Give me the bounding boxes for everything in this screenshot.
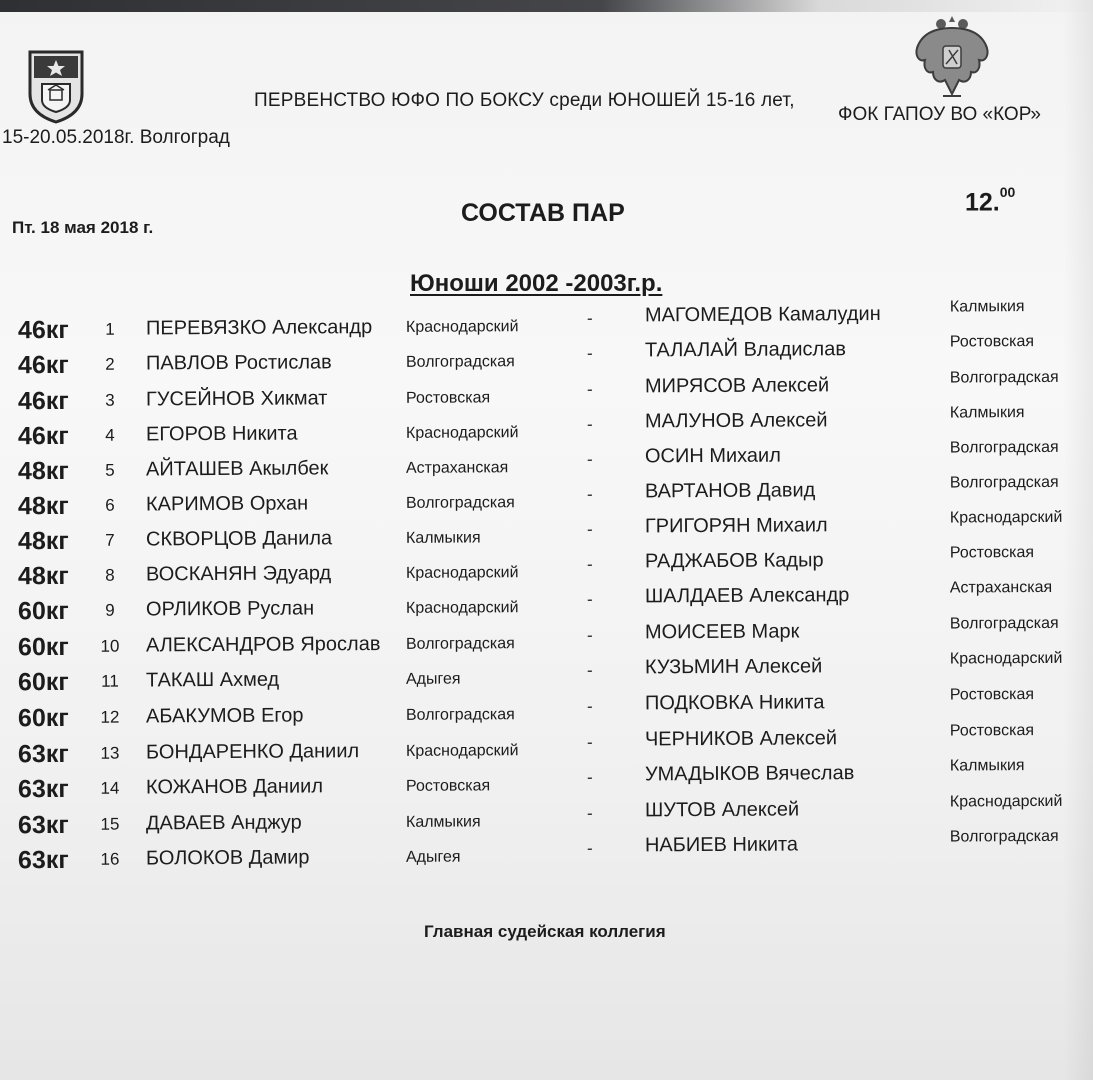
page-title: СОСТАВ ПАР xyxy=(461,199,625,227)
red-corner-region: Калмыкия xyxy=(405,529,481,547)
double-headed-eagle-icon xyxy=(913,14,991,100)
red-corner-region: Волгоградская xyxy=(405,353,515,371)
blue-corner-region: Краснодарский xyxy=(949,508,1063,527)
blue-corner-region: Краснодарский xyxy=(949,792,1063,811)
blue-corner-region: Краснодарский xyxy=(949,649,1063,668)
red-corner-boxer: ДАВАЕВ Анджур xyxy=(145,811,302,835)
weight-class: 46кг xyxy=(17,350,69,380)
versus-separator: - xyxy=(586,696,593,716)
weight-class: 48кг xyxy=(17,526,69,556)
blue-corner-boxer: ТАЛАЛАЙ Владислав xyxy=(644,338,847,362)
weight-class: 48кг xyxy=(17,456,69,486)
bout-number: 13 xyxy=(100,743,120,763)
blue-corner-boxer: МИРЯСОВ Алексей xyxy=(644,374,830,398)
weight-class: 48кг xyxy=(17,561,69,591)
blue-corner-boxer: НАБИЕВ Никита xyxy=(644,833,799,857)
blue-corner-region: Калмыкия xyxy=(949,757,1025,775)
blue-corner-region: Калмыкия xyxy=(949,298,1025,316)
blue-corner-boxer: КУЗЬМИН Алексей xyxy=(644,655,823,679)
red-corner-boxer: АЛЕКСАНДРОВ Ярослав xyxy=(145,633,381,657)
blue-corner-boxer: МАГОМЕДОВ Камалудин xyxy=(644,302,881,327)
versus-separator: - xyxy=(586,767,593,787)
blue-corner-boxer: МОИСЕЕВ Марк xyxy=(644,620,800,644)
blue-corner-boxer: ШАЛДАЕВ Александр xyxy=(644,584,850,608)
red-corner-boxer: АБАКУМОВ Егор xyxy=(145,704,304,728)
bout-number: 15 xyxy=(100,814,120,834)
table-row xyxy=(0,827,1093,883)
red-corner-region: Краснодарский xyxy=(405,424,519,442)
blue-corner-boxer: УМАДЫКОВ Вячеслав xyxy=(644,762,855,786)
bout-number: 14 xyxy=(100,778,120,798)
weight-class: 46кг xyxy=(17,421,69,451)
blue-corner-boxer: ШУТОВ Алексей xyxy=(644,798,800,822)
versus-separator: - xyxy=(586,660,593,680)
dates-location-label: 15-20.05.2018г. Волгоград xyxy=(2,127,230,148)
red-corner-boxer: КОЖАНОВ Даниил xyxy=(145,775,324,799)
blue-corner-boxer: ПОДКОВКА Никита xyxy=(644,691,825,715)
bout-number: 2 xyxy=(105,354,115,374)
versus-separator: - xyxy=(586,838,593,858)
blue-corner-region: Волгоградская xyxy=(949,438,1059,457)
red-corner-region: Волгоградская xyxy=(405,706,515,724)
red-corner-region: Ростовская xyxy=(405,389,491,407)
red-corner-region: Краснодарский xyxy=(405,318,519,336)
weight-class: 63кг xyxy=(17,774,69,804)
blue-corner-region: Ростовская xyxy=(949,722,1035,740)
weight-class: 46кг xyxy=(17,315,69,345)
blue-corner-region: Волгоградская xyxy=(949,827,1059,846)
blue-corner-region: Волгоградская xyxy=(949,473,1059,492)
red-corner-boxer: БОЛОКОВ Дамир xyxy=(145,846,310,870)
versus-separator: - xyxy=(586,732,593,752)
red-corner-boxer: ПАВЛОВ Ростислав xyxy=(145,351,332,375)
day-label: Пт. 18 мая 2018 г. xyxy=(12,218,154,237)
bout-number: 11 xyxy=(101,671,119,691)
bout-number: 4 xyxy=(105,425,115,445)
versus-separator: - xyxy=(586,803,593,823)
red-corner-region: Адыгея xyxy=(405,670,461,688)
red-corner-boxer: ЕГОРОВ Никита xyxy=(145,422,298,446)
versus-separator: - xyxy=(586,414,593,434)
versus-separator: - xyxy=(586,343,593,363)
red-corner-boxer: БОНДАРЕНКО Даниил xyxy=(145,740,360,764)
judges-panel-signature: Главная судейская коллегия xyxy=(424,922,666,941)
red-corner-boxer: ПЕРЕВЯЗКО Александр xyxy=(145,316,373,340)
blue-corner-region: Калмыкия xyxy=(949,404,1025,422)
red-corner-boxer: ГУСЕЙНОВ Хикмат xyxy=(145,387,328,411)
weight-class: 48кг xyxy=(17,491,69,521)
versus-separator: - xyxy=(586,449,593,469)
red-corner-region: Краснодарский xyxy=(405,564,519,582)
red-corner-region: Астраханская xyxy=(405,459,509,477)
red-corner-boxer: ОРЛИКОВ Руслан xyxy=(145,597,315,621)
red-corner-boxer: АЙТАШЕВ Акылбек xyxy=(145,457,329,481)
bout-number: 12 xyxy=(100,707,120,727)
blue-corner-region: Ростовская xyxy=(949,333,1035,351)
blue-corner-region: Астраханская xyxy=(949,578,1053,597)
bout-number: 10 xyxy=(100,636,120,656)
red-corner-region: Волгоградская xyxy=(405,635,515,653)
venue-label: ФОК ГАПОУ ВО «КОР» xyxy=(838,104,1041,125)
weight-class: 60кг xyxy=(17,703,69,733)
versus-separator: - xyxy=(586,589,593,609)
bout-number: 3 xyxy=(105,390,115,410)
age-group-heading: Юноши 2002 -2003г.р. xyxy=(410,270,663,297)
blue-corner-region: Волгоградская xyxy=(949,614,1059,633)
championship-title: ПЕРВЕНСТВО ЮФО ПО БОКСУ среди ЮНОШЕЙ 15-16 лет, xyxy=(254,90,795,111)
versus-separator: - xyxy=(586,379,593,399)
start-time-minutes: 00 xyxy=(999,184,1016,200)
red-corner-region: Краснодарский xyxy=(405,599,519,617)
weight-class: 63кг xyxy=(17,845,69,875)
blue-corner-region: Волгоградская xyxy=(949,368,1059,387)
blue-corner-boxer: МАЛУНОВ Алексей xyxy=(644,409,828,433)
city-coat-of-arms-icon xyxy=(24,48,88,124)
weight-class: 46кг xyxy=(17,386,69,416)
blue-corner-boxer: ЧЕРНИКОВ Алексей xyxy=(644,727,838,751)
weight-class: 60кг xyxy=(17,667,69,697)
bout-number: 16 xyxy=(100,849,120,869)
versus-separator: - xyxy=(586,519,593,539)
versus-separator: - xyxy=(586,625,593,645)
red-corner-region: Калмыкия xyxy=(405,813,481,831)
blue-corner-boxer: ГРИГОРЯН Михаил xyxy=(644,514,828,538)
weight-class: 60кг xyxy=(17,596,69,626)
blue-corner-region: Ростовская xyxy=(949,686,1035,704)
weight-class: 60кг xyxy=(17,632,69,662)
bout-number: 8 xyxy=(105,565,115,585)
red-corner-boxer: КАРИМОВ Орхан xyxy=(145,492,309,516)
bout-number: 7 xyxy=(105,530,115,550)
start-time xyxy=(965,184,1016,217)
red-corner-boxer: ВОСКАНЯН Эдуард xyxy=(145,562,332,586)
red-corner-boxer: СКВОРЦОВ Данила xyxy=(145,527,333,551)
versus-separator: - xyxy=(586,554,593,574)
weight-class: 63кг xyxy=(17,810,69,840)
red-corner-region: Ростовская xyxy=(405,777,491,795)
bout-number: 9 xyxy=(105,600,115,620)
red-corner-boxer: ТАКАШ Ахмед xyxy=(145,668,280,692)
blue-corner-region: Ростовская xyxy=(949,544,1035,562)
start-time-hours: 12. xyxy=(965,188,1000,217)
bout-number: 6 xyxy=(105,495,115,515)
top-dark-edge xyxy=(0,0,1093,12)
red-corner-region: Краснодарский xyxy=(405,742,519,760)
red-corner-region: Волгоградская xyxy=(405,494,515,512)
red-corner-region: Адыгея xyxy=(405,848,461,866)
versus-separator: - xyxy=(586,308,593,328)
blue-corner-boxer: ВАРТАНОВ Давид xyxy=(644,479,816,503)
versus-separator: - xyxy=(586,484,593,504)
bout-number: 5 xyxy=(105,460,115,480)
bout-number: 1 xyxy=(105,319,115,339)
weight-class: 63кг xyxy=(17,739,69,769)
blue-corner-boxer: ОСИН Михаил xyxy=(644,444,781,468)
blue-corner-boxer: РАДЖАБОВ Кадыр xyxy=(644,549,824,573)
